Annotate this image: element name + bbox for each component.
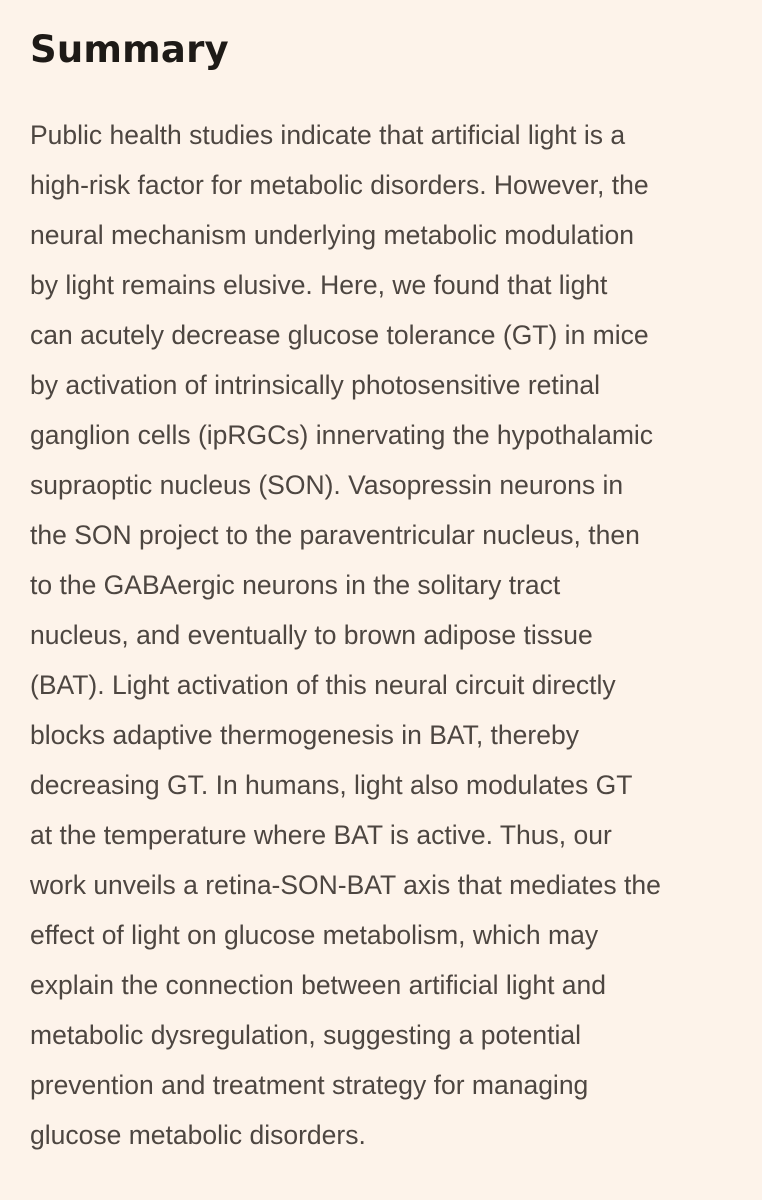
summary-line: ganglion cells (ipRGCs) innervating the hypothalamic <box>30 420 654 450</box>
summary-line: high-risk factor for metabolic disorders. However, the <box>30 170 649 200</box>
section-heading: Summary <box>30 28 229 71</box>
summary-line: explain the connection between artificial light and <box>30 970 607 1000</box>
summary-line: decreasing GT. In humans, light also modulates GT <box>30 770 633 800</box>
summary-line: can acutely decrease glucose tolerance (GT) in mice <box>30 320 649 350</box>
summary-line: by activation of intrinsically photosensitive retinal <box>30 370 601 400</box>
summary-line: neural mechanism underlying metabolic modulation <box>30 220 634 250</box>
summary-line: work unveils a retina-SON-BAT axis that mediates the <box>30 870 661 900</box>
summary-line: blocks adaptive thermogenesis in BAT, thereby <box>30 720 579 750</box>
summary-line: the SON project to the paraventricular nucleus, then <box>30 520 640 550</box>
summary-line: effect of light on glucose metabolism, which may <box>30 920 599 950</box>
summary-paragraph <box>30 110 750 1160</box>
summary-line: supraoptic nucleus (SON). Vasopressin neurons in <box>30 470 624 500</box>
summary-line: (BAT). Light activation of this neural circuit directly <box>30 670 616 700</box>
summary-line: at the temperature where BAT is active. Thus, our <box>30 820 612 850</box>
summary-line: to the GABAergic neurons in the solitary tract <box>30 570 561 600</box>
summary-line: Public health studies indicate that artificial light is a <box>30 120 626 150</box>
summary-line: prevention and treatment strategy for managing <box>30 1070 589 1100</box>
summary-line: glucose metabolic disorders. <box>30 1120 366 1150</box>
summary-line: by light remains elusive. Here, we found that light <box>30 270 608 300</box>
summary-line: nucleus, and eventually to brown adipose tissue <box>30 620 593 650</box>
summary-line: metabolic dysregulation, suggesting a potential <box>30 1020 581 1050</box>
